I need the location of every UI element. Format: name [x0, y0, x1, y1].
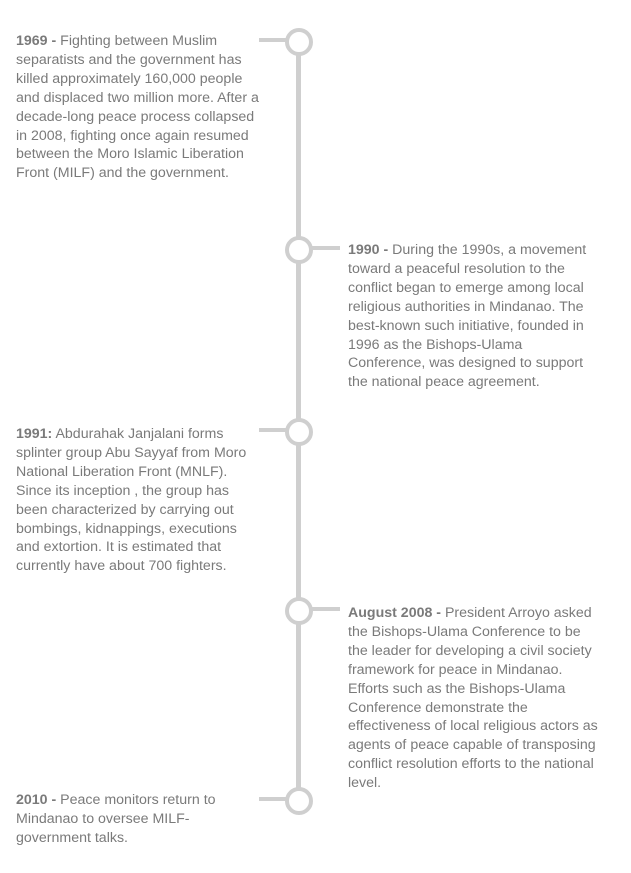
- timeline-node-circle-icon: [285, 236, 313, 264]
- event-text: During the 1990s, a movement toward a peaceful resolution to the conflict began to emerge among local religious authorities in Mindanao. The best-known such initiative, founded in 1996 as the Bishops-Ulama Conference, was designed to support the national peace agreement.: [348, 242, 587, 391]
- event-date: 2010 -: [16, 792, 57, 808]
- timeline-event-1990: [348, 241, 598, 392]
- event-date: 1991:: [16, 426, 53, 442]
- timeline-event-august-2008: [348, 604, 600, 793]
- event-text: Abdurahak Janjalani forms splinter group Abu Sayyaf from Moro National Liberation Front (MNLF). Since its inception , the group has been characterized by carrying out bombings, kidnappings, executions and extortion. It is estimated that currently have about 700 fighters.: [16, 426, 247, 575]
- event-date: August 2008 -: [348, 605, 442, 621]
- timeline-event-2010: [16, 791, 260, 848]
- timeline-node-circle-icon: [285, 597, 313, 625]
- event-text: Fighting between Muslim separatists and the government has killed approximately 160,000 people and displaced two million more. After a decade-long peace process collapsed in 2008, fighting once again resumed between the Moro Islamic Liberation Front (MILF) and the government.: [16, 33, 259, 182]
- timeline-node-circle-icon: [285, 28, 313, 56]
- timeline-node-circle-icon: [285, 418, 313, 446]
- event-text: Peace monitors return to Mindanao to oversee MILF-government talks.: [16, 792, 216, 846]
- timeline-event-1991: [16, 425, 262, 576]
- timeline-event-1969: [16, 32, 264, 183]
- event-date: 1990 -: [348, 242, 389, 258]
- timeline-node-circle-icon: [285, 787, 313, 815]
- event-text: President Arroyo asked the Bishops-Ulama Conference to be the leader for developing a civil society framework for peace in Mindanao. Efforts such as the Bishops-Ulama Conference demonstrate the effectiveness of local religious actors as agents of peace capable of transposing conflict resolution efforts to the national level.: [348, 605, 598, 792]
- event-date: 1969 -: [16, 33, 57, 49]
